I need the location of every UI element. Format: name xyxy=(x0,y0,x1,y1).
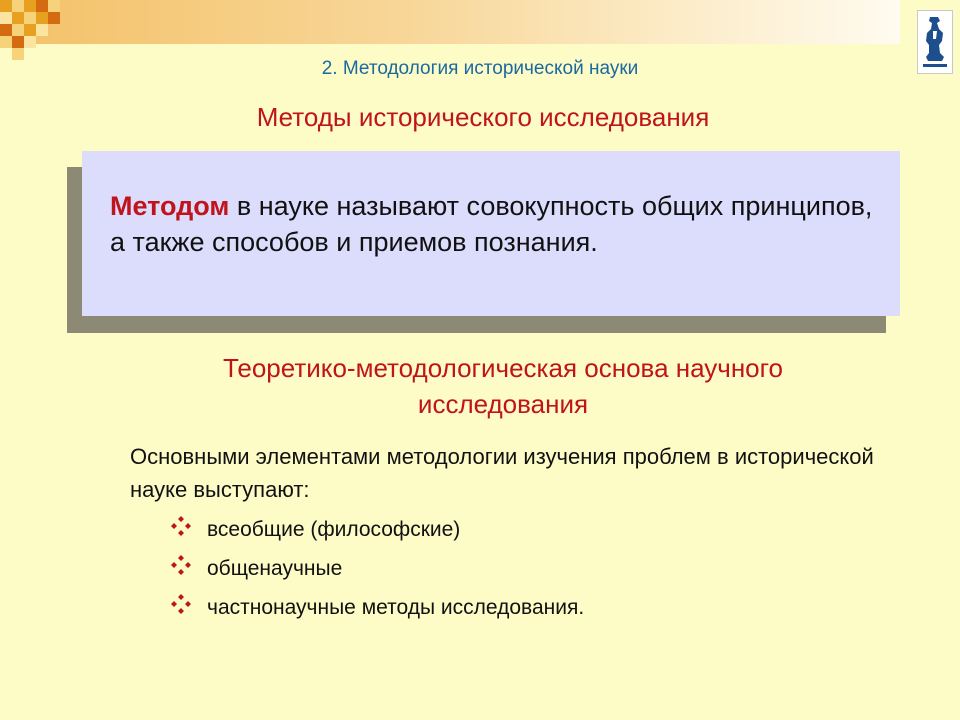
list-item xyxy=(170,588,584,627)
methods-list xyxy=(170,510,584,627)
section-title: 2. Методология исторической науки xyxy=(321,58,639,79)
diamond-cluster-icon xyxy=(170,593,192,615)
definition-term: Методом xyxy=(110,191,230,221)
decorative-mosaic xyxy=(0,0,72,60)
list-item xyxy=(170,510,584,549)
definition-body: в науке называют совокупность общих принципов, а также способов и приемов познания. xyxy=(110,191,873,257)
body-intro: Основными элементами методологии изучения проблем в исторической науке выступают: xyxy=(130,444,874,502)
list-item-label: частнонаучные методы исследования. xyxy=(207,595,585,619)
header-gradient-bar xyxy=(24,0,900,44)
list-item-label: общенаучные xyxy=(207,556,343,580)
list-item-label: всеобщие (философские) xyxy=(207,517,461,541)
page-title: Методы исторического исследования xyxy=(256,102,710,132)
definition-text xyxy=(110,188,890,260)
list-item xyxy=(170,549,584,588)
diamond-cluster-icon xyxy=(170,515,192,537)
subsection-title: Теоретико-методологическая основа научного исследования xyxy=(222,353,784,419)
diamond-cluster-icon xyxy=(170,554,192,576)
